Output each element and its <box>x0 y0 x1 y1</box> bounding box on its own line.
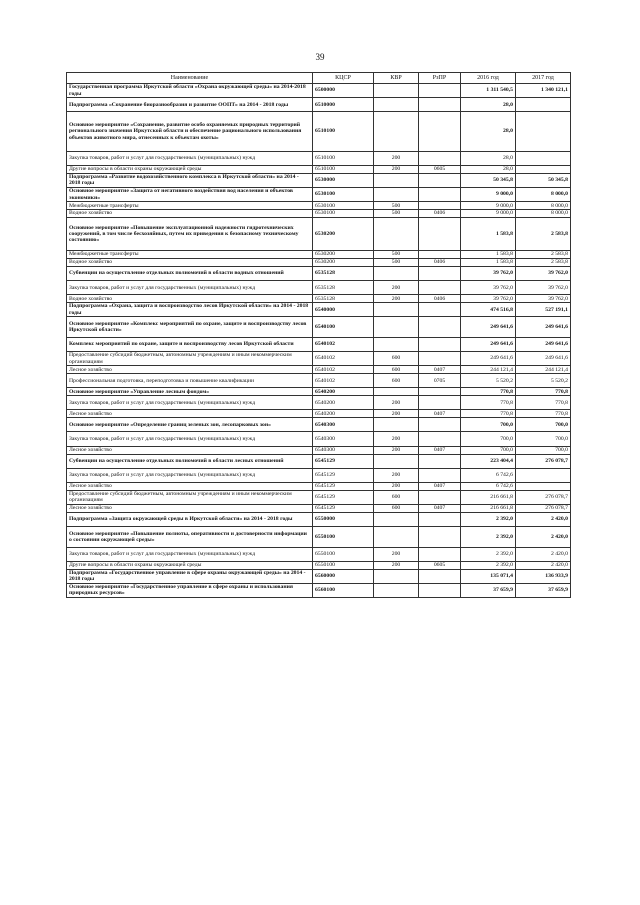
cell-2016: 770,8 <box>461 396 516 410</box>
cell-2016: 2 392,0 <box>461 527 516 548</box>
cell-rzpr <box>419 98 461 112</box>
table-row <box>67 569 571 583</box>
cell-name: Закупка товаров, работ и услуг для государственных (муниципальных) нужд <box>67 396 313 410</box>
cell-name: Основное мероприятие «Определение границ зеленых зон, лесопарковых зон» <box>67 418 313 432</box>
table-row <box>67 317 571 338</box>
cell-2016: 700,0 <box>461 418 516 432</box>
cell-kcsr: 6530200 <box>313 218 374 251</box>
cell-2016: 700,0 <box>461 432 516 446</box>
table-row <box>67 337 571 351</box>
cell-2017 <box>516 98 571 112</box>
cell-rzpr <box>419 388 461 396</box>
table-row <box>67 266 571 280</box>
cell-name: Подпрограмма «Развитие водохозяйственного комплекса в Иркутской области» на 2014 - 2018 годы <box>67 173 313 187</box>
cell-kcsr: 6530100 <box>313 202 374 210</box>
cell-kcsr: 6550100 <box>313 561 374 569</box>
table-row <box>67 151 571 165</box>
cell-kcsr: 6510100 <box>313 165 374 173</box>
cell-2016: 39 762,0 <box>461 266 516 280</box>
cell-kvr: 600 <box>374 490 419 504</box>
cell-rzpr: 0407 <box>419 446 461 454</box>
cell-2017: 700,0 <box>516 418 571 432</box>
cell-2016: 1 583,8 <box>461 258 516 266</box>
table-row <box>67 352 571 366</box>
cell-rzpr <box>419 512 461 526</box>
cell-2016: 6 742,6 <box>461 468 516 482</box>
cell-rzpr <box>419 396 461 410</box>
cell-2017: 8 000,0 <box>516 202 571 210</box>
cell-kvr <box>374 388 419 396</box>
cell-2016: 2 392,0 <box>461 561 516 569</box>
cell-kcsr: 6530200 <box>313 258 374 266</box>
cell-name: Субвенции на осуществление отдельных полномочий в области лесных отношений <box>67 454 313 468</box>
table-row <box>67 112 571 151</box>
cell-2017: 136 933,9 <box>516 569 571 583</box>
cell-2016: 9 000,0 <box>461 202 516 210</box>
cell-kcsr: 6540000 <box>313 303 374 317</box>
cell-kcsr: 6545129 <box>313 482 374 490</box>
table-row <box>67 583 571 597</box>
cell-2016: 2 392,0 <box>461 512 516 526</box>
cell-2016: 135 071,4 <box>461 569 516 583</box>
cell-name: Основное мероприятие «Сохранение, развитие особо охраняемых природных территорий регионального значения Иркутской области и обеспечение рационального использования объектов животного мира, отнесенных к объектам охоты» <box>67 112 313 151</box>
cell-2017: 244 121,4 <box>516 366 571 374</box>
cell-2017: 50 345,8 <box>516 173 571 187</box>
cell-2016: 249 641,6 <box>461 337 516 351</box>
table-row <box>67 561 571 569</box>
table-header-row <box>67 73 571 84</box>
cell-name: Межбюджетные трансферты <box>67 251 313 259</box>
cell-rzpr <box>419 490 461 504</box>
cell-kcsr: 6540300 <box>313 418 374 432</box>
cell-rzpr: 0407 <box>419 504 461 512</box>
cell-rzpr <box>419 352 461 366</box>
cell-2017: 700,0 <box>516 446 571 454</box>
cell-kcsr: 6550100 <box>313 547 374 561</box>
cell-name: Основное мероприятие «Повышение эксплуатационной надежности гидротехнических сооружений, в том числе бесхозяйных, путем их приведения к безопасному техническому состоянию» <box>67 218 313 251</box>
cell-kcsr: 6535128 <box>313 281 374 295</box>
cell-kvr: 200 <box>374 165 419 173</box>
cell-kvr: 200 <box>374 396 419 410</box>
header-2017: 2017 год <box>516 73 571 84</box>
header-rzpr: РзПР <box>419 73 461 84</box>
cell-rzpr: 0407 <box>419 410 461 418</box>
cell-kvr: 200 <box>374 295 419 303</box>
cell-rzpr: 0406 <box>419 295 461 303</box>
cell-kcsr: 6535128 <box>313 266 374 280</box>
cell-2017: 8 000,0 <box>516 188 571 202</box>
table-row <box>67 98 571 112</box>
cell-kcsr: 6510000 <box>313 98 374 112</box>
cell-kvr: 600 <box>374 352 419 366</box>
cell-kvr <box>374 218 419 251</box>
cell-2016: 9 000,0 <box>461 210 516 218</box>
cell-rzpr: 0605 <box>419 165 461 173</box>
cell-rzpr <box>419 112 461 151</box>
cell-kvr <box>374 112 419 151</box>
table-row <box>67 258 571 266</box>
table-row <box>67 446 571 454</box>
cell-rzpr: 0406 <box>419 258 461 266</box>
cell-name: Профессиональная подготовка, переподготовка и повышение квалификации <box>67 374 313 388</box>
table-row <box>67 527 571 548</box>
cell-2016: 6 742,6 <box>461 482 516 490</box>
table-row <box>67 366 571 374</box>
table-body <box>67 84 571 598</box>
cell-kvr <box>374 266 419 280</box>
cell-2017: 39 762,0 <box>516 266 571 280</box>
table-row <box>67 432 571 446</box>
cell-rzpr <box>419 151 461 165</box>
cell-2017: 249 641,6 <box>516 317 571 338</box>
header-kcsr: КЦСР <box>313 73 374 84</box>
cell-rzpr <box>419 418 461 432</box>
cell-name: Предоставление субсидий бюджетным, автономным учреждениям и иным некоммерческим организациям <box>67 352 313 366</box>
cell-2017: 527 191,1 <box>516 303 571 317</box>
cell-kvr: 600 <box>374 504 419 512</box>
cell-2017 <box>516 151 571 165</box>
cell-rzpr: 0705 <box>419 374 461 388</box>
cell-name: Подпрограмма «Защита окружающей среды в Иркутской области» на 2014 - 2018 годы <box>67 512 313 526</box>
table-row <box>67 410 571 418</box>
header-kvr: КВР <box>374 73 419 84</box>
table-row <box>67 84 571 98</box>
cell-rzpr: 0407 <box>419 482 461 490</box>
cell-2017 <box>516 468 571 482</box>
table-row <box>67 218 571 251</box>
table-row <box>67 165 571 173</box>
cell-2017: 2 420,0 <box>516 547 571 561</box>
cell-kvr: 500 <box>374 210 419 218</box>
cell-2017: 276 078,7 <box>516 504 571 512</box>
cell-2017: 39 762,0 <box>516 295 571 303</box>
cell-kcsr: 6545129 <box>313 504 374 512</box>
cell-kvr: 500 <box>374 258 419 266</box>
cell-2017: 2 420,0 <box>516 512 571 526</box>
cell-2016: 1 583,8 <box>461 218 516 251</box>
cell-rzpr <box>419 251 461 259</box>
cell-2016: 244 121,4 <box>461 366 516 374</box>
cell-kvr: 200 <box>374 151 419 165</box>
table-row <box>67 468 571 482</box>
cell-kvr <box>374 418 419 432</box>
cell-kvr: 200 <box>374 410 419 418</box>
table-row <box>67 490 571 504</box>
cell-kcsr: 6540200 <box>313 388 374 396</box>
cell-rzpr <box>419 569 461 583</box>
cell-2016: 770,8 <box>461 410 516 418</box>
cell-name: Закупка товаров, работ и услуг для государственных (муниципальных) нужд <box>67 151 313 165</box>
cell-2016: 39 762,0 <box>461 281 516 295</box>
cell-2016: 700,0 <box>461 446 516 454</box>
cell-kvr <box>374 454 419 468</box>
cell-2016: 5 520,2 <box>461 374 516 388</box>
cell-name: Субвенции на осуществление отдельных полномочий в области водных отношений <box>67 266 313 280</box>
cell-name: Другие вопросы в области охраны окружающей среды <box>67 165 313 173</box>
cell-rzpr <box>419 173 461 187</box>
cell-2016: 39 762,0 <box>461 295 516 303</box>
cell-kvr: 600 <box>374 366 419 374</box>
cell-kvr: 200 <box>374 432 419 446</box>
cell-2017 <box>516 165 571 173</box>
cell-rzpr <box>419 454 461 468</box>
cell-2017: 276 078,7 <box>516 454 571 468</box>
table-row <box>67 504 571 512</box>
cell-kvr: 600 <box>374 374 419 388</box>
cell-2016: 37 659,9 <box>461 583 516 597</box>
cell-kvr: 200 <box>374 547 419 561</box>
table-row <box>67 173 571 187</box>
cell-name: Основное мероприятие «Повышение полноты, оперативности и достоверности информации о состоянии окружающей среды» <box>67 527 313 548</box>
cell-kvr <box>374 173 419 187</box>
table-row <box>67 388 571 396</box>
cell-kcsr: 6545129 <box>313 468 374 482</box>
cell-rzpr: 0605 <box>419 561 461 569</box>
cell-name: Подпрограмма «Охрана, защита и воспроизводство лесов Иркутской области» на 2014 - 2018 годы <box>67 303 313 317</box>
cell-name: Государственная программа Иркутской области «Охрана окружающей среды» на 2014-2018 годы <box>67 84 313 98</box>
table-row <box>67 202 571 210</box>
cell-2016: 28,0 <box>461 112 516 151</box>
header-name: Наименование <box>67 73 313 84</box>
cell-rzpr <box>419 202 461 210</box>
cell-2017: 37 659,9 <box>516 583 571 597</box>
cell-2016: 2 392,0 <box>461 547 516 561</box>
cell-kvr: 200 <box>374 561 419 569</box>
cell-2017: 276 078,7 <box>516 490 571 504</box>
cell-rzpr <box>419 281 461 295</box>
cell-kcsr: 6530200 <box>313 251 374 259</box>
cell-name: Лесное хозяйство <box>67 504 313 512</box>
cell-kvr <box>374 98 419 112</box>
cell-2017: 2 420,0 <box>516 561 571 569</box>
table-row <box>67 418 571 432</box>
cell-name: Лесное хозяйство <box>67 366 313 374</box>
cell-kcsr: 6540300 <box>313 432 374 446</box>
cell-2017: 770,8 <box>516 396 571 410</box>
cell-kcsr: 6540200 <box>313 396 374 410</box>
cell-2016: 1 583,8 <box>461 251 516 259</box>
cell-kvr: 500 <box>374 251 419 259</box>
cell-2017: 249 641,6 <box>516 352 571 366</box>
cell-name: Водное хозяйство <box>67 295 313 303</box>
cell-kvr <box>374 527 419 548</box>
cell-rzpr <box>419 432 461 446</box>
table-row <box>67 303 571 317</box>
cell-kvr <box>374 337 419 351</box>
cell-name: Закупка товаров, работ и услуг для государственных (муниципальных) нужд <box>67 547 313 561</box>
cell-2016: 770,8 <box>461 388 516 396</box>
cell-name: Основное мероприятие «Управление лесным фондом» <box>67 388 313 396</box>
table-row <box>67 454 571 468</box>
cell-kvr <box>374 569 419 583</box>
cell-name: Лесное хозяйство <box>67 446 313 454</box>
cell-2017: 1 340 121,1 <box>516 84 571 98</box>
cell-2016: 249 641,6 <box>461 352 516 366</box>
cell-2017 <box>516 112 571 151</box>
cell-rzpr: 0406 <box>419 210 461 218</box>
table-row <box>67 251 571 259</box>
cell-2017: 770,8 <box>516 388 571 396</box>
cell-2017: 249 641,6 <box>516 337 571 351</box>
cell-name: Закупка товаров, работ и услуг для государственных (муниципальных) нужд <box>67 281 313 295</box>
cell-kvr: 200 <box>374 281 419 295</box>
cell-2017: 2 420,0 <box>516 527 571 548</box>
cell-kcsr: 6540200 <box>313 410 374 418</box>
cell-2016: 249 641,6 <box>461 317 516 338</box>
cell-kcsr: 6540102 <box>313 337 374 351</box>
cell-name: Другие вопросы в области охраны окружающей среды <box>67 561 313 569</box>
cell-2016: 28,0 <box>461 165 516 173</box>
cell-kcsr: 6540300 <box>313 446 374 454</box>
cell-kvr <box>374 188 419 202</box>
cell-rzpr: 0407 <box>419 366 461 374</box>
cell-name: Закупка товаров, работ и услуг для государственных (муниципальных) нужд <box>67 468 313 482</box>
cell-kcsr: 6540102 <box>313 374 374 388</box>
cell-2016: 223 404,4 <box>461 454 516 468</box>
table-row <box>67 482 571 490</box>
cell-rzpr <box>419 527 461 548</box>
cell-kcsr: 6500000 <box>313 84 374 98</box>
cell-name: Основное мероприятие «Государственное управление в сфере охраны и использования природных ресурсов» <box>67 583 313 597</box>
page-number: 39 <box>315 52 325 62</box>
cell-2016: 28,0 <box>461 151 516 165</box>
cell-kcsr: 6530000 <box>313 173 374 187</box>
cell-name: Комплекс мероприятий по охране, защите и воспроизводству лесов Иркутской области <box>67 337 313 351</box>
table-row <box>67 295 571 303</box>
cell-kcsr: 6540102 <box>313 366 374 374</box>
cell-kcsr: 6550000 <box>313 512 374 526</box>
cell-rzpr <box>419 188 461 202</box>
cell-2017: 700,0 <box>516 432 571 446</box>
cell-name: Предоставление субсидий бюджетным, автономным учреждениям и иным некоммерческим организациям <box>67 490 313 504</box>
cell-kvr <box>374 303 419 317</box>
cell-2017: 5 520,2 <box>516 374 571 388</box>
cell-name: Подпрограмма «Государственное управление в сфере охраны окружающей среды» на 2014 - 2018 годы <box>67 569 313 583</box>
cell-2016: 216 661,8 <box>461 504 516 512</box>
cell-2016: 50 345,8 <box>461 173 516 187</box>
cell-kcsr: 6510100 <box>313 151 374 165</box>
cell-kvr <box>374 583 419 597</box>
cell-2017: 2 583,8 <box>516 218 571 251</box>
cell-rzpr <box>419 266 461 280</box>
cell-rzpr <box>419 84 461 98</box>
cell-kvr <box>374 84 419 98</box>
cell-2016: 28,0 <box>461 98 516 112</box>
cell-rzpr <box>419 303 461 317</box>
table-row <box>67 374 571 388</box>
cell-kvr: 500 <box>374 202 419 210</box>
cell-rzpr <box>419 337 461 351</box>
cell-name: Закупка товаров, работ и услуг для государственных (муниципальных) нужд <box>67 432 313 446</box>
cell-kcsr: 6530100 <box>313 210 374 218</box>
cell-kcsr: 6535128 <box>313 295 374 303</box>
cell-name: Водное хозяйство <box>67 210 313 218</box>
cell-name: Основное мероприятие «Комплекс мероприятий по охране, защите и воспроизводству лесов Иркутской области» <box>67 317 313 338</box>
header-2016: 2016 год <box>461 73 516 84</box>
cell-rzpr <box>419 583 461 597</box>
cell-name: Лесное хозяйство <box>67 410 313 418</box>
cell-2017: 2 583,8 <box>516 251 571 259</box>
cell-kvr: 200 <box>374 446 419 454</box>
table-row <box>67 396 571 410</box>
cell-name: Лесное хозяйство <box>67 482 313 490</box>
cell-rzpr <box>419 547 461 561</box>
cell-2016: 216 661,8 <box>461 490 516 504</box>
cell-kcsr: 6560000 <box>313 569 374 583</box>
table-row <box>67 281 571 295</box>
cell-kcsr: 6540100 <box>313 317 374 338</box>
cell-kcsr: 6530100 <box>313 188 374 202</box>
cell-2017: 2 583,8 <box>516 258 571 266</box>
table-row <box>67 512 571 526</box>
cell-kvr: 200 <box>374 468 419 482</box>
table-row <box>67 210 571 218</box>
table-row <box>67 188 571 202</box>
budget-table <box>66 72 571 598</box>
cell-2017: 770,8 <box>516 410 571 418</box>
cell-kvr <box>374 512 419 526</box>
cell-rzpr <box>419 317 461 338</box>
cell-2017: 39 762,0 <box>516 281 571 295</box>
cell-rzpr <box>419 218 461 251</box>
cell-kvr: 200 <box>374 482 419 490</box>
cell-name: Водное хозяйство <box>67 258 313 266</box>
cell-2016: 474 516,8 <box>461 303 516 317</box>
cell-rzpr <box>419 468 461 482</box>
cell-name: Подпрограмма «Сохранение биоразнообразия и развитие ООПТ» на 2014 - 2018 годы <box>67 98 313 112</box>
cell-kcsr: 6560100 <box>313 583 374 597</box>
cell-kcsr: 6545129 <box>313 454 374 468</box>
cell-kvr <box>374 317 419 338</box>
cell-2017: 8 000,0 <box>516 210 571 218</box>
cell-name: Межбюджетные трансферты <box>67 202 313 210</box>
cell-kcsr: 6545129 <box>313 490 374 504</box>
cell-2016: 1 311 540,5 <box>461 84 516 98</box>
cell-kcsr: 6540102 <box>313 352 374 366</box>
cell-kcsr: 6550100 <box>313 527 374 548</box>
cell-2017 <box>516 482 571 490</box>
table-row <box>67 547 571 561</box>
cell-2016: 9 000,0 <box>461 188 516 202</box>
cell-kcsr: 6510100 <box>313 112 374 151</box>
cell-name: Основное мероприятие «Защита от негативного воздействия вод населения и объектов экономики» <box>67 188 313 202</box>
